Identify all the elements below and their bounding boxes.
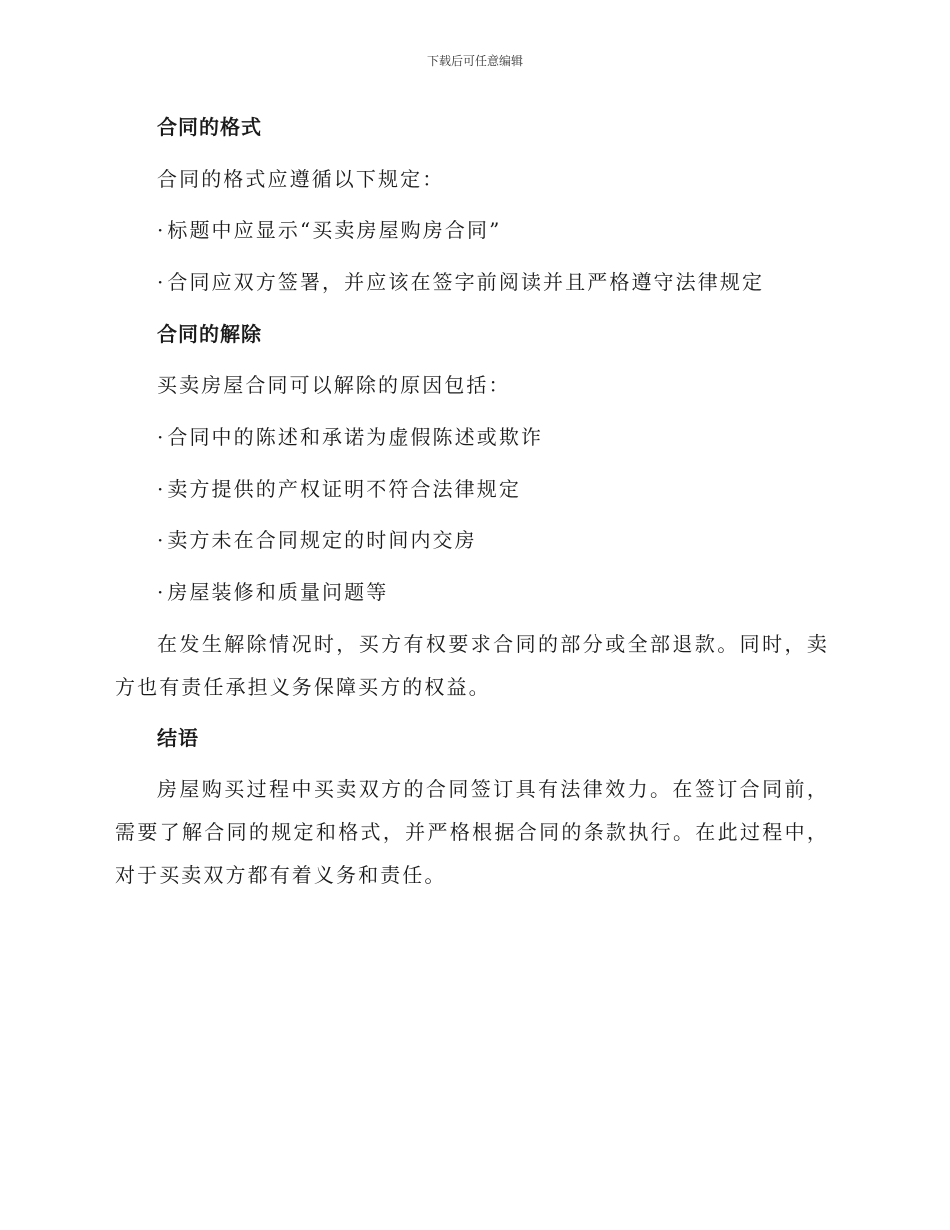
bullet-text: 卖方提供的产权证明不符合法律规定	[167, 477, 521, 501]
format-bullet-2	[157, 268, 764, 296]
termination-bullet-4	[157, 578, 388, 606]
bullet-text: 合同中的陈述和承诺为虚假陈述或欺诈	[167, 425, 544, 449]
termination-bullet-3	[157, 526, 477, 554]
termination-paragraph: 在发生解除情况时，买方有权要求合同的部分或全部退款。同时，卖方也有责任承担义务保障买方的权益。	[115, 632, 829, 699]
section-heading-termination: 合同的解除	[157, 322, 262, 346]
conclusion-paragraph: 房屋购买过程中买卖双方的合同签订具有法律效力。在签订合同前，需要了解合同的规定和格式，并严格根据合同的条款执行。在此过程中，对于买卖双方都有着义务和责任。	[115, 777, 829, 887]
bullet-text: 卖方未在合同规定的时间内交房	[167, 528, 477, 552]
bullet-dot: ·	[157, 580, 164, 604]
bullet-dot: ·	[157, 218, 164, 242]
termination-intro: 买卖房屋合同可以解除的原因包括：	[157, 373, 511, 397]
page-header: 下载后可任意编辑	[426, 54, 523, 68]
section-heading-conclusion: 结语	[157, 726, 199, 750]
bullet-dot: ·	[157, 425, 164, 449]
section-heading-format: 合同的格式	[157, 115, 262, 139]
format-bullet-1	[157, 216, 501, 244]
bullet-dot: ·	[157, 528, 164, 552]
bullet-text: 标题中应显示“买卖房屋购房合同”	[167, 218, 502, 242]
bullet-text: 房屋装修和质量问题等	[167, 580, 389, 604]
termination-bullet-2	[157, 475, 521, 503]
format-intro: 合同的格式应遵循以下规定：	[157, 167, 445, 191]
bullet-text: 合同应双方签署，并应该在签字前阅读并且严格遵守法律规定	[167, 270, 765, 294]
bullet-dot: ·	[157, 477, 164, 501]
termination-bullet-1	[157, 423, 543, 451]
bullet-dot: ·	[157, 270, 164, 294]
